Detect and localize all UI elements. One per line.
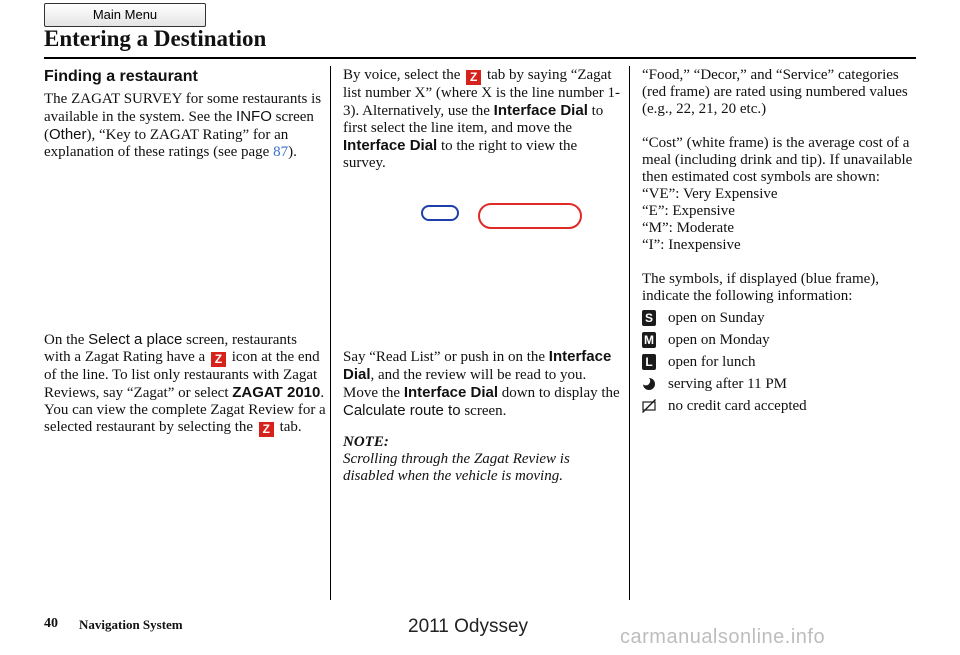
note-body: Scrolling through the Zagat Review is disabled when the vehicle is moving.	[343, 451, 570, 484]
text: ), “Key to ZAGAT Rating” for an explanation of these ratings (see page	[44, 127, 289, 160]
list-item	[642, 307, 922, 329]
text: The ZAGAT SURVEY for some restaurants is available in the system. See the	[44, 91, 322, 125]
col2-paragraph-2	[343, 348, 623, 420]
interface-dial-label: Interface Dial	[343, 137, 438, 154]
column-divider-2	[629, 66, 630, 600]
cost-symbol-ve: “VE”: Very Expensive	[642, 186, 778, 202]
col3-paragraph-2: “Cost” (white frame) is the average cost of a meal (including drink and tip). If unavailable then estimated cost symbols are shown:	[642, 135, 913, 185]
monday-icon: M	[644, 333, 654, 347]
footer-model: 2011 Odyssey	[408, 616, 529, 637]
interface-dial-label: Interface Dial	[493, 102, 588, 119]
text: to first select the line item, and move the	[343, 103, 604, 136]
symbol-list	[642, 307, 922, 417]
column-1	[44, 67, 326, 437]
other-label: Other	[49, 126, 87, 143]
select-a-place-label: Select a place	[88, 331, 183, 348]
list-item	[642, 395, 922, 417]
col2-paragraph-1	[343, 67, 623, 172]
text: screen, restaurants with a Zagat Rating have a	[44, 332, 297, 365]
info-screen-label: INFO	[236, 108, 272, 125]
text: tab by saying “Zagat list number X” (where X is the line number 1-3). Alternatively, use the	[343, 67, 621, 119]
text: On the	[44, 332, 89, 348]
no-credit-card-icon	[642, 398, 656, 414]
note-heading: NOTE:	[343, 434, 389, 450]
symbol-label: open for lunch	[668, 353, 756, 370]
watermark: carmanualsonline.info	[620, 626, 826, 648]
text: tab.	[275, 419, 302, 435]
col3-paragraph-3: The symbols, if displayed (blue frame), indicate the following information:	[642, 271, 880, 304]
text: icon at the end of the line. To list only restaurants with Zagat Reviews, say “Zagat” or select	[44, 349, 320, 401]
interface-dial-label: Interface Dial	[403, 384, 499, 401]
symbol-label: open on Sunday	[668, 309, 765, 326]
page-title: Entering a Destination	[44, 26, 267, 51]
blue-frame-marker	[421, 205, 459, 221]
text: By voice, select the	[343, 67, 465, 83]
cost-symbol-e: “E”: Expensive	[642, 203, 735, 219]
text: screen.	[460, 403, 507, 419]
red-frame-marker	[478, 203, 582, 229]
list-item	[642, 373, 922, 395]
moon-icon	[642, 376, 656, 392]
page-number: 40	[44, 616, 58, 631]
cost-symbol-m: “M”: Moderate	[642, 220, 735, 236]
text: , and the review will be read to you. Move the	[343, 367, 587, 401]
column-divider-1	[330, 66, 331, 600]
col1-paragraph-2	[44, 331, 326, 437]
text: down to display the	[498, 385, 620, 401]
title-rule	[44, 57, 916, 59]
text: Say “Read List” or push in on the	[343, 349, 549, 365]
list-item	[642, 351, 922, 373]
text: screen (	[44, 109, 314, 143]
symbol-label: no credit card accepted	[668, 397, 807, 414]
text: . You can view the complete Zagat Review for a selected restaurant by selecting the	[44, 385, 326, 435]
col3-paragraph-1: “Food,” “Decor,” and “Service” categories (red frame) are rated using numbered values (e.g., 22, 21, 20 etc.)	[642, 67, 908, 117]
lunch-icon: L	[642, 354, 656, 370]
calculate-route-to-label: Calculate route to	[343, 402, 461, 419]
column-3	[642, 67, 922, 417]
symbol-label: serving after 11 PM	[668, 375, 788, 392]
page-87-link[interactable]: 87	[273, 144, 289, 160]
text: ).	[288, 144, 297, 160]
symbol-label: open on Monday	[668, 331, 770, 348]
section-heading: Finding a restaurant	[44, 68, 198, 85]
zagat-2010-label: ZAGAT 2010	[232, 384, 321, 401]
text: to the right to view the survey.	[343, 138, 578, 171]
zagat-tab-icon: Z	[466, 70, 481, 85]
zagat-tab-icon: Z	[259, 422, 274, 437]
column-2	[343, 67, 623, 485]
zagat-icon: Z	[211, 352, 226, 367]
interface-dial-label: Interface Dial	[343, 348, 612, 383]
col1-paragraph-1	[44, 91, 326, 161]
footer-section: Navigation System	[79, 617, 183, 632]
cost-symbol-i: “I”: Inexpensive	[642, 237, 741, 253]
list-item	[642, 329, 922, 351]
main-menu-button[interactable]: Main Menu	[44, 3, 206, 27]
sunday-icon: S	[642, 310, 656, 326]
